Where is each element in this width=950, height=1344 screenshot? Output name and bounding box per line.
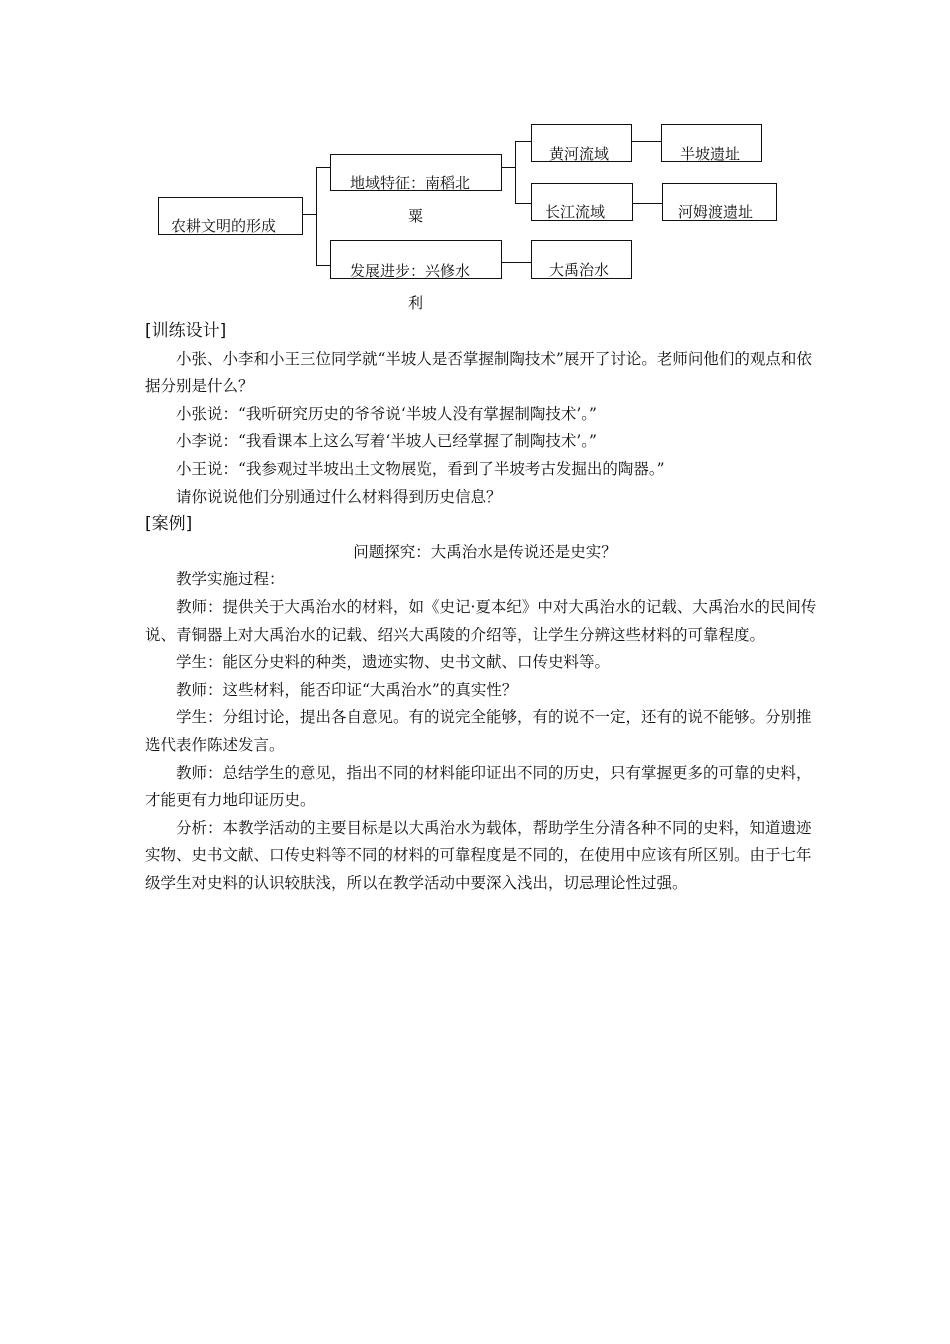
- training-paragraph: 小李说：“我看课本上这么写着‘半坡人已经掌握了制陶技术’。”: [176, 432, 597, 451]
- case-paragraph: 分析：本教学活动的主要目标是以大禹治水为载体，帮助学生分清各种不同的史料，知道遗迹实物、史书文献、口传史料等不同的材料的可靠程度是不同的，在使用中应该有所区别。由于七年级学生对史料的认识较肤浅，所以在教学活动中要深入浅出，切忌理论性过强。: [145, 818, 812, 892]
- case-heading: [案例]: [145, 514, 193, 535]
- training-paragraph: 请你说说他们分别通过什么材料得到历史信息？: [176, 487, 502, 506]
- document-body: [145, 318, 825, 897]
- changjiang-label: 长江流域: [545, 203, 606, 221]
- training-paragraph: 小王说：“我参观过半坡出土文物展览，看到了半坡考古发掘出的陶器。”: [176, 459, 665, 478]
- dayu-label: 大禹治水: [549, 261, 610, 279]
- branch1-label-line2: 粟: [408, 207, 424, 225]
- knowledge-diagram: [0, 0, 950, 320]
- connector-changjiang-hemudu: [632, 203, 662, 204]
- branch1-label-line1: 地域特征：南稻北: [350, 174, 471, 192]
- connector-to-branch1: [316, 167, 330, 168]
- connector-to-changjiang: [515, 203, 531, 204]
- connector-branch2-dayu: [501, 262, 531, 263]
- case-paragraph: 学生：能区分史料的种类，遗迹实物、史书文献、口传史料等。: [176, 653, 611, 672]
- connector-root-bracket: [316, 167, 317, 265]
- banpo-label: 半坡遗址: [680, 145, 741, 163]
- connector-region-bracket: [515, 141, 516, 203]
- huanghe-label: 黄河流域: [549, 145, 610, 163]
- connector-root-out: [302, 214, 316, 215]
- branch2-label-line2: 利: [408, 294, 424, 312]
- connector-huanghe-banpo: [631, 141, 661, 142]
- branch2-label-line1: 发展进步：兴修水: [350, 262, 471, 280]
- case-paragraph: 教师：这些材料，能否印证“大禹治水”的真实性？: [176, 680, 518, 699]
- connector-to-huanghe: [515, 141, 531, 142]
- connector-branch1-out: [501, 167, 515, 168]
- training-paragraph: 小张、小李和小王三位同学就“半坡人是否掌握制陶技术”展开了讨论。老师问他们的观点和依据分别是什么？: [145, 349, 812, 396]
- connector-to-branch2: [316, 265, 330, 266]
- root-node-label: 农耕文明的形成: [171, 217, 277, 235]
- case-paragraph: 学生：分组讨论，提出各自意见。有的说完全能够，有的说不一定，还有的说不能够。分别推选代表作陈述发言。: [145, 708, 812, 754]
- case-title: 问题探究：大禹治水是传说还是史实？: [353, 542, 617, 561]
- training-heading: [训练设计]: [145, 321, 227, 341]
- case-paragraph: 教师：提供关于大禹治水的材料，如《史记·夏本纪》中对大禹治水的记载、大禹治水的民间传说、青铜器上对大禹治水的记载、绍兴大禹陵的介绍等，让学生分辨这些材料的可靠程度。: [145, 597, 817, 644]
- training-paragraph: 小张说：“我听研究历史的爷爷说‘半坡人没有掌握制陶技术’。”: [176, 404, 597, 423]
- hemudu-label: 河姆渡遗址: [678, 203, 754, 221]
- case-paragraph: 教师：总结学生的意见，指出不同的材料能印证出不同的历史，只有掌握更多的可靠的史料，才能更有力地印证历史。: [145, 763, 812, 810]
- case-paragraph: 教学实施过程：: [176, 570, 285, 589]
